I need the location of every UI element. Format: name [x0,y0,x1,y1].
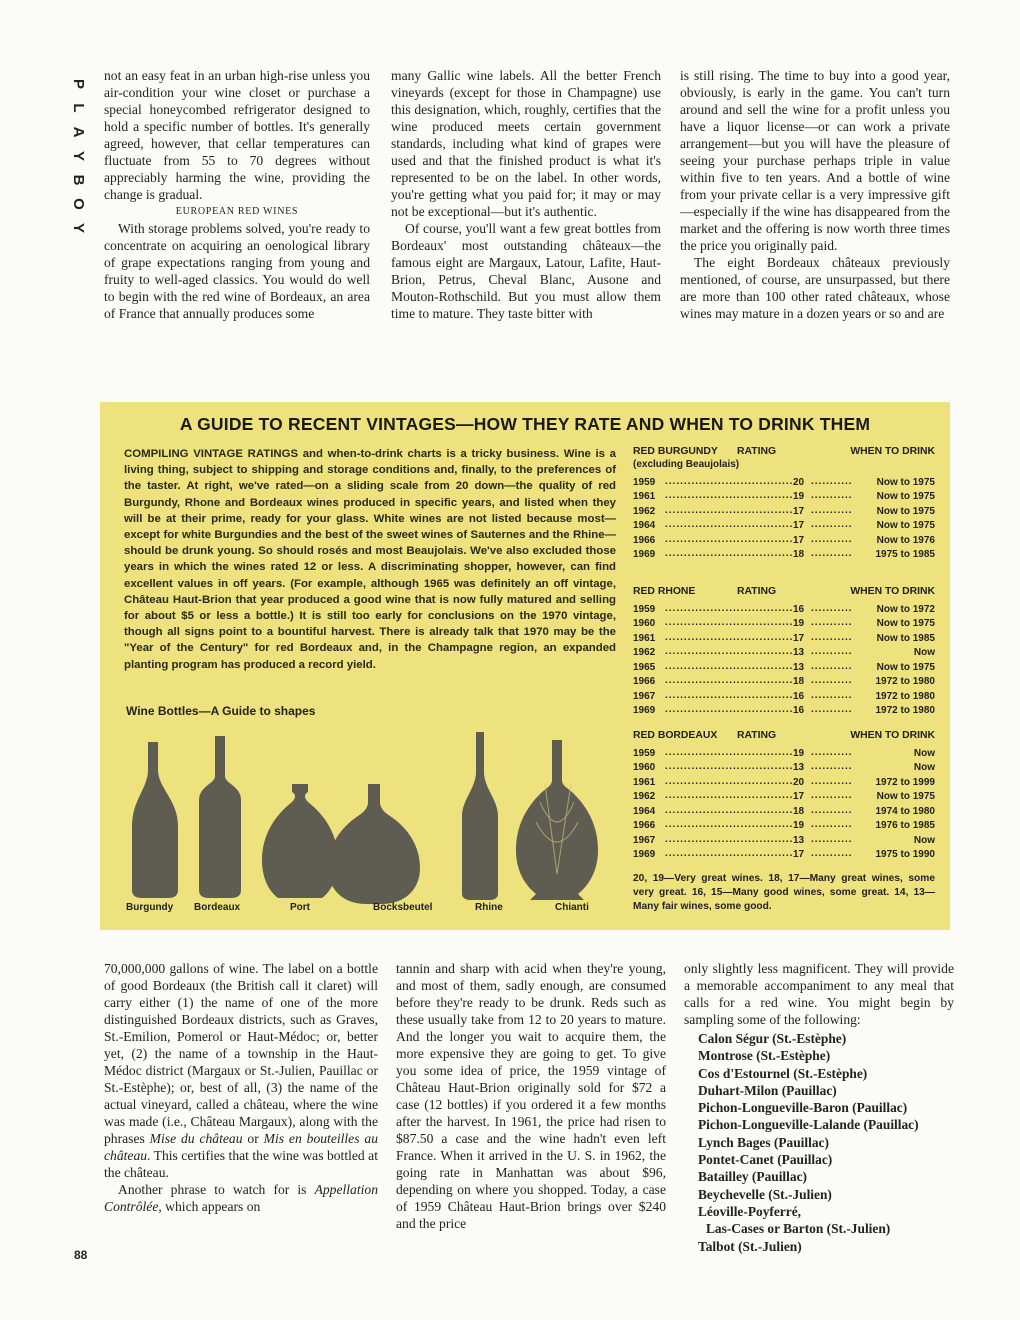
leader-dots [811,819,853,831]
paragraph: is still rising. The time to buy into a good year, obviously, is early in the game. You can't turn around and sell the wine for a profit unless you have a liquor license—or can work a private arrangement—but you will have the pleasure of seeing your purchase perhaps triple in value within five to ten years. And a bottle of wine from your private cellar is a very impressive gift—especially if the wine has disappeared from the market and the offering is now worth three times the price you originally paid. [680,68,950,253]
when-to-drink: Now to 1975 [876,520,935,531]
wine-list-item: Lynch Bages (Pauillac) [698,1134,829,1150]
table-row [633,759,935,774]
bottom-column-1 [104,960,378,1215]
leader-dots [811,661,853,673]
paragraph: not an easy feat in an urban high-rise unless you air-condition your wine closet or purchase a special honeycombed refrigerator designed to hold a specific number of bottles. It's generally agreed, however, that cellar temperatures can fluctuate from 55 to 70 degrees without appreciably harming the wine, providing the change is gradual. [104,68,370,202]
leader-dots [811,834,853,846]
bocksbeutel-bottle-icon [328,784,420,904]
when-to-drink: 1972 to 1980 [875,705,935,716]
leader-dots [811,704,853,716]
vintage-year: 1960 [633,618,656,629]
rhine-bottle-icon [462,732,498,900]
guide-title: A GUIDE TO RECENT VINTAGES—HOW THEY RATE AND WHEN TO DRINK THEM [179,414,871,434]
table-row [633,644,935,659]
wine-list-item: Léoville-Poyferré, [698,1203,801,1219]
bordeaux-table [633,730,935,860]
chianti-bottle-icon [516,740,598,900]
vintage-rating: 16 [793,705,805,716]
table-row [633,531,935,546]
masthead-letter: Y [70,150,87,161]
vintage-year: 1966 [633,676,656,687]
paragraph: 70,000,000 gallons of wine. The label on a bottle of good Bordeaux (the British call it claret) will carry either (1) the name of one of the more distinguished Bordeaux districts, such as Graves, St.-Emilion, Pomerol or Haut-Médoc; or, better yet, (2) the name of a township in the Haut-Médoc district (Margaux or St.-Julien, Pauillac or St.-Estèphe); or, best of all, (3) the name of the actual vineyard, called a château, where the wine was made (i.e., Château Margaux), along with the phrases Mise du château or Mis en bouteilles au château. This certifies that the wine was bottled at the château. [104,961,378,1180]
when-to-drink: Now to 1975 [876,491,935,502]
bordeaux-bottle-icon [199,736,241,898]
vintage-rating: 20 [793,776,805,788]
vintage-rating: 18 [793,805,805,817]
leader-dots [811,519,853,531]
leader-dots [665,603,793,615]
vintage-year: 1959 [633,747,656,759]
leader-dots [811,805,853,817]
bottle-shapes-illustration [100,722,620,922]
leader-dots [811,548,853,560]
table-row [633,502,935,517]
when-header: WHEN TO DRINK [850,730,935,741]
vintage-year: 1966 [633,820,656,831]
when-to-drink: Now to 1985 [876,632,935,644]
when-to-drink: 1975 to 1990 [875,849,935,860]
leader-dots [811,476,853,488]
vintage-rating: 13 [793,661,805,673]
when-to-drink: Now to 1975 [876,505,935,517]
paragraph: Another phrase to watch for is Appellation Contrôlée, which appears on [104,1182,378,1214]
when-to-drink: 1972 to 1999 [875,776,935,788]
when-to-drink: 1975 to 1985 [875,549,935,560]
leader-dots [811,505,853,517]
wine-list [684,1030,954,1255]
leader-dots [665,661,793,673]
when-to-drink: 1974 to 1980 [875,805,935,817]
table-row [633,546,935,561]
table-row [633,831,935,846]
leader-dots [665,505,793,517]
paragraph: many Gallic wine labels. All the better French vineyards (except for those in Champagne) use this designation, which, roughly, certifies that the wine produced meets certain government standards, including what kind of grapes were used and that the finished product is what it's represented to be on the label. In other words, you're getting what you paid for; it may or may not be exceptional—but it's authentic. [391,68,661,219]
vintage-rating: 13 [793,834,805,846]
vintage-rating: 17 [793,520,805,531]
leader-dots [811,603,853,615]
table-row [633,744,935,759]
leader-dots [665,534,793,546]
vintage-year: 1964 [633,520,656,531]
wine-list-item: Cos d'Estournel (St.-Estèphe) [698,1065,868,1081]
masthead-letter: B [70,174,87,186]
vintage-rating: 19 [793,491,805,502]
wine-list-item: Pontet-Canet (Pauillac) [698,1152,833,1168]
leader-dots [665,617,793,629]
leader-dots [811,646,853,658]
leader-dots [665,690,793,702]
vintage-year: 1965 [633,661,656,673]
when-to-drink: Now [913,834,935,846]
vintage-year: 1959 [633,476,656,488]
wine-list-item: Pichon-Longueville-Lalande (Pauillac) [698,1117,919,1133]
leader-dots [811,790,853,802]
bottle-label-bordeaux: Bordeaux [194,902,241,913]
masthead-letter: Y [70,222,87,233]
masthead-letter: O [70,198,87,210]
table-row [633,517,935,532]
bottom-column-2 [396,960,666,1232]
leader-dots [665,790,793,802]
vintage-rating: 16 [793,690,805,702]
when-to-drink: 1976 to 1985 [875,820,935,831]
vintage-year: 1961 [633,632,656,644]
bottle-label-burgundy: Burgundy [126,902,174,913]
vintage-rating: 19 [793,820,805,831]
masthead-letter: L [70,103,87,113]
when-to-drink: Now to 1972 [876,603,935,615]
leader-dots [665,476,793,488]
top-column-1 [104,67,370,322]
leader-dots [665,490,793,502]
leader-dots [665,819,793,831]
vintage-year: 1967 [633,690,656,702]
table-row [633,600,935,615]
leader-dots [665,848,793,860]
bottle-label-bocksbeutel: Bocksbeutel [373,902,433,913]
vintage-guide-box [100,402,950,930]
vintage-year: 1962 [633,791,656,802]
table-row [633,687,935,702]
vintage-year: 1960 [633,762,656,773]
vintage-rating: 17 [793,534,805,546]
top-column-2 [391,67,661,322]
table-row [633,817,935,832]
vintage-year: 1969 [633,849,656,860]
when-to-drink: Now to 1975 [876,618,935,629]
leader-dots [665,519,793,531]
leader-dots [665,675,793,687]
table-row [633,788,935,803]
vintage-rating: 18 [793,676,805,687]
vintage-year: 1959 [633,603,656,615]
leader-dots [665,632,793,644]
vintage-year: 1962 [633,647,656,658]
table-row [633,473,935,488]
rhone-table [633,586,935,716]
wine-list-item: Batailley (Pauillac) [698,1169,807,1185]
table-row [633,846,935,861]
paragraph: tannin and sharp with acid when they're young, and most of them, sadly enough, are consumed before they're ready to be drunk. Reds such as these usually take from 12 to 20 years to mature. And the longer you wait to acquire them, the more expensive they are going to get. To give you some idea of price, the 1959 vintage of Château Haut-Brion originally sold for $72 a case (12 bottles) if you ordered it a few months after the harvest. In 1961, the price had risen to $87.50 a case and the wine hadn't even left France. When it arrived in the U. S. in 1962, the going rate in Manhattan was about $96, depending on where you shopped. Today, a case of 1959 Château Haut-Brion brings over $240 and the price [396,961,666,1231]
table-row [633,615,935,630]
wine-list-item: Duhart-Milon (Pauillac) [698,1082,837,1098]
vintage-rating: 17 [793,632,805,644]
top-column-3 [680,67,950,322]
paragraph: Of course, you'll want a few great bottles from Bordeaux' most outstanding châteaux—the famous eight are Margaux, Latour, Lafite, Haut-Brion, Petrus, Cheval Blanc, Ausone and Mouton-Rothschild. But you must allow them time to mature. They taste bitter with [391,221,661,321]
rating-legend: 20, 19—Very great wines. 18, 17—Many great wines, some very great. 16, 15—Many good wines, some great. 14, 13—Many fair wines, some good. [633,873,935,912]
rating-header: RATING [737,586,777,597]
burgundy-table [633,446,935,560]
bottles-heading: Wine Bottles—A Guide to shapes [126,704,316,718]
leader-dots [811,490,853,502]
paragraph: only slightly less magnificent. They will provide a memorable accompaniment to any meal that calls for a red wine. You might begin by sampling some of the following: [684,961,954,1027]
rating-header: RATING [737,446,777,457]
leader-dots [811,690,853,702]
paragraph: The eight Bordeaux châteaux previously mentioned, of course, are unsurpassed, but there are more than 100 other rated châteaux, whose wines may mature in a dozen years or so and are [680,255,950,321]
when-header: WHEN TO DRINK [850,586,935,597]
table-row [633,702,935,717]
port-bottle-icon [262,784,338,898]
leader-dots [811,776,853,788]
vintage-year: 1961 [633,491,656,502]
when-to-drink: Now [913,747,935,759]
vintage-year: 1969 [633,549,656,560]
vintage-rating: 19 [793,747,805,759]
masthead-letter: P [70,78,87,89]
leader-dots [811,747,853,759]
vintage-rating: 20 [793,476,805,488]
leader-dots [665,548,793,560]
vintage-year: 1966 [633,534,656,546]
paragraph: With storage problems solved, you're ready to concentrate on acquiring an oenological library of grape expectations ranging from young and fruity to well-aged classics. You would do well to begin with the red wine of Bordeaux, an area of France that annually produces some [104,221,370,321]
when-to-drink: Now [913,647,935,658]
table-row [633,488,935,503]
magazine-masthead [66,72,90,240]
leader-dots [811,632,853,644]
when-to-drink: 1972 to 1980 [875,690,935,702]
wine-list-item: Beychevelle (St.-Julien) [698,1186,832,1202]
wine-list-item: Las-Cases or Barton (St.-Julien) [706,1221,891,1237]
leader-dots [665,776,793,788]
table-name: RED RHONE [633,586,696,597]
vintage-rating: 13 [793,762,805,773]
burgundy-bottle-icon [132,742,178,898]
leader-dots [811,848,853,860]
rating-header: RATING [737,730,777,741]
page-number: 88 [74,1248,88,1262]
table-row [633,658,935,673]
vintage-rating: 19 [793,618,805,629]
wine-list-item: Pichon-Longueville-Baron (Pauillac) [698,1100,908,1116]
leader-dots [665,646,793,658]
when-to-drink: Now to 1975 [876,476,935,488]
bottle-label-chianti: Chianti [555,902,589,913]
wine-list-item: Calon Ségur (St.-Estèphe) [698,1031,847,1046]
vintage-year: 1969 [633,705,656,716]
vintage-rating: 17 [793,505,805,517]
vintage-year: 1967 [633,834,656,846]
vintage-year: 1961 [633,776,656,788]
guide-intro: COMPILING VINTAGE RATINGS and when-to-drink charts is a tricky business. Wine is a living thing, subject to shipping and storage conditions and, finally, to the preferences of the taster. At right, we've rated—on a sliding scale from 20 down—the quality of red Burgundy, Rhone and Bordeaux wines produced in specific years, and listed when they will be at their prime, ready for your glass. White wines are not listed because most—except for white Burgundies and the best of the sweet wines of Sauternes and the Rhine—should be drunk young. So should rosés and most Beaujolais. We've also excluded those years in which the wines rated 12 or less. A discriminating shopper, however, can find excellent values in off years. (For example, although 1965 was definitely an off vintage, Château Haut-Brion that year produced a good wine that is now fully matured and selling for about $5 or less a bottle.) It is still too early for conclusions on the 1970 vintage, though all signs point to a bountiful harvest. There is already talk that 1970 may be the "Year of the Century" for red Bordeaux and, in the Champagne region, an expanded planting program has produced a record yield. [124,448,616,671]
when-to-drink: Now [913,762,935,773]
leader-dots [665,704,793,716]
leader-dots [665,805,793,817]
bottle-label-port: Port [290,902,310,913]
when-to-drink: Now to 1975 [876,791,935,802]
table-row [633,773,935,788]
leader-dots [665,747,793,759]
table-row [633,673,935,688]
masthead-letter: A [70,126,87,138]
vintage-rating: 16 [793,603,805,615]
when-to-drink: 1972 to 1980 [875,676,935,687]
vintage-rating: 17 [793,791,805,802]
vintage-rating: 17 [793,849,805,860]
vintage-rating: 18 [793,549,805,560]
leader-dots [665,834,793,846]
bottle-label-rhine: Rhine [475,902,503,913]
vintage-year: 1964 [633,805,656,817]
table-row [633,802,935,817]
table-name: RED BORDEAUX [633,730,718,741]
table-row [633,629,935,644]
wine-list-item: Montrose (St.-Estèphe) [698,1048,831,1064]
when-to-drink: Now to 1976 [876,534,935,546]
leader-dots [811,675,853,687]
leader-dots [665,761,793,773]
table-note: (excluding Beaujolais) [633,459,740,470]
vintage-year: 1962 [633,505,656,517]
section-subhead: EUROPEAN RED WINES [175,206,299,217]
bottom-column-3 [684,960,954,1255]
when-to-drink: Now to 1975 [876,661,935,673]
when-header: WHEN TO DRINK [850,446,935,457]
leader-dots [811,534,853,546]
leader-dots [811,761,853,773]
table-name: RED BURGUNDY [633,446,718,457]
wine-list-item: Talbot (St.-Julien) [698,1238,802,1254]
leader-dots [811,617,853,629]
vintage-rating: 13 [793,647,805,658]
